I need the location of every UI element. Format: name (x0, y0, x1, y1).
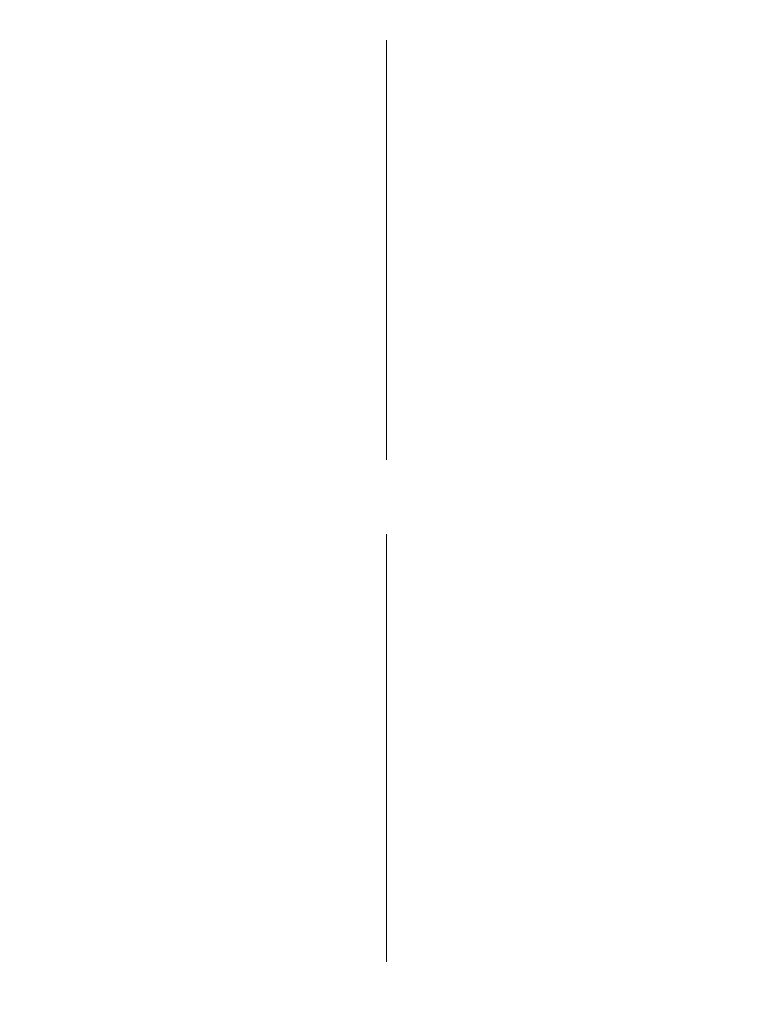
column-divider (386, 40, 387, 460)
column-right (392, 537, 740, 555)
page-2 (0, 512, 768, 1024)
column-divider (386, 534, 387, 962)
column-right (392, 44, 740, 53)
